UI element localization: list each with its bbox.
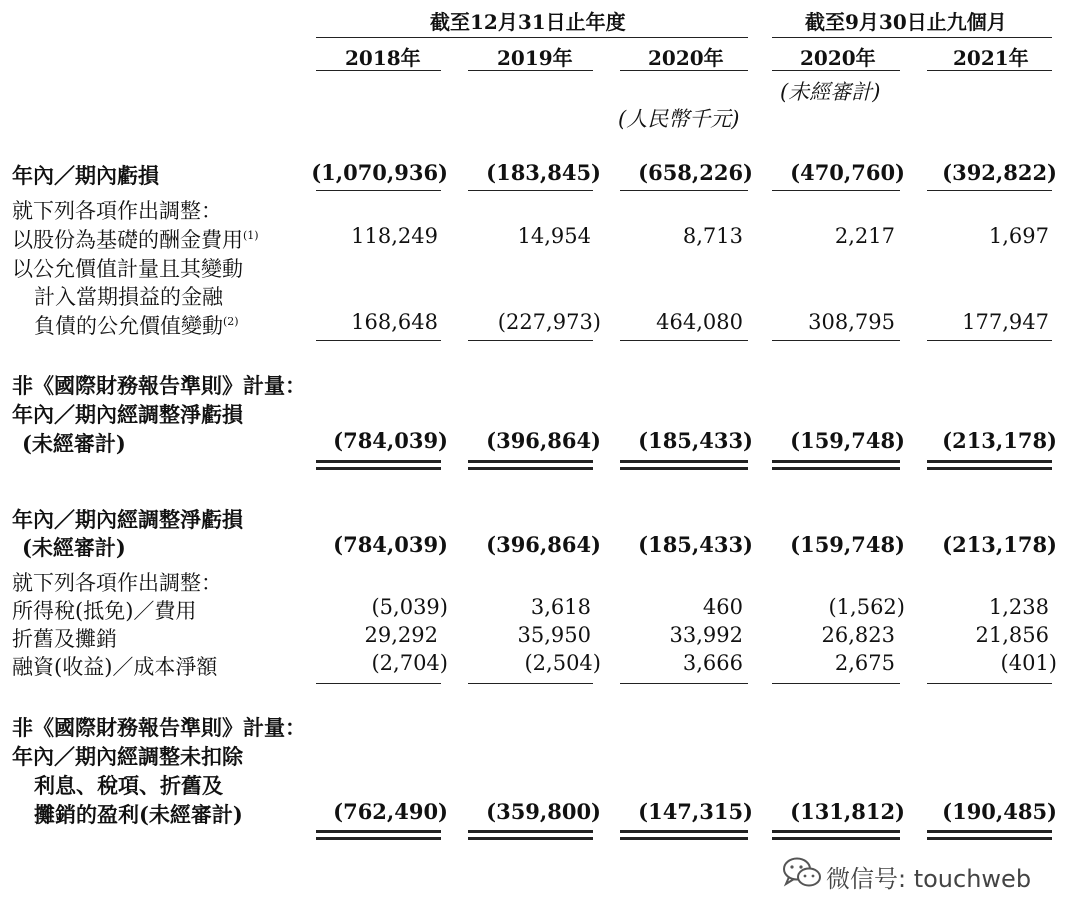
header-group-nine-rule (772, 37, 1052, 38)
rule (468, 340, 593, 341)
row-label-unaudited-2: (未經審計) (22, 535, 126, 560)
header-year-2020: 2020年 (648, 46, 724, 70)
rule (927, 190, 1052, 191)
row-label-loss: 年內／期內虧損 (12, 163, 159, 188)
cell-ebitda-2021-9m: (190,485) (942, 799, 1057, 824)
row-label-share-comp: 以股份為基礎的酬金費用$^{(1)}$ (12, 228, 259, 252)
cell-tax-2020: 460 (702, 595, 743, 619)
rule (772, 190, 900, 191)
rule (620, 683, 748, 684)
cell-sharecomp-2018: 118,249 (351, 224, 438, 248)
cell-ebitda-2019: (359,800) (486, 799, 601, 824)
rule (620, 340, 748, 341)
row-label-nonifrs-2: 非《國際財務報告準則》計量： (12, 715, 306, 740)
rule (772, 340, 900, 341)
cell-fin-2019: (2,504) (524, 651, 601, 675)
header-year-2018: 2018年 (345, 46, 421, 70)
cell-adjloss2-2018: (784,039) (333, 532, 448, 557)
wechat-icon (782, 856, 822, 890)
rule (468, 683, 593, 684)
row-label-income-tax: 所得稅(抵免)／費用 (12, 599, 197, 623)
footnote-ref: (2) (223, 315, 239, 328)
cell-dep-2020-9m: 26,823 (821, 623, 895, 647)
row-label-nonifrs-1: 非《國際財務報告準則》計量： (12, 373, 306, 398)
double-rule (316, 830, 441, 840)
header-unaudited: (未經審計) (780, 80, 881, 104)
cell-ebitda-2020-9m: (131,812) (790, 799, 905, 824)
cell-adjloss1-2020: (185,433) (638, 428, 753, 453)
row-label-depreciation: 折舊及攤銷 (12, 627, 117, 651)
double-rule (927, 460, 1052, 470)
double-rule (772, 460, 900, 470)
row-label-adjust-header-2: 就下列各項作出調整： (12, 571, 222, 595)
cell-tax-2019: 3,618 (530, 595, 591, 619)
cell-fv-2018: 168,648 (351, 310, 438, 334)
cell-loss-2019: (183,845) (486, 160, 601, 185)
double-rule (316, 460, 441, 470)
row-label-fv-line1: 以公允價值計量且其變動 (12, 257, 243, 281)
cell-fv-2021-9m: 177,947 (962, 310, 1049, 334)
rule (316, 683, 441, 684)
cell-dep-2021-9m: 21,856 (975, 623, 1049, 647)
rule (620, 190, 748, 191)
double-rule (468, 830, 593, 840)
cell-fin-2020: 3,666 (682, 651, 743, 675)
cell-fin-2021-9m: (401) (1000, 651, 1057, 675)
cell-loss-2018: (1,070,936) (311, 160, 448, 185)
row-label-unaudited-1: (未經審計) (22, 431, 126, 456)
cell-adjloss2-2020-9m: (159,748) (790, 532, 905, 557)
double-rule (620, 460, 748, 470)
row-label-ebitda-3: 攤銷的盈利(未經審計) (34, 802, 243, 827)
row-label-ebitda-2: 利息、稅項、折舊及 (34, 773, 223, 798)
cell-tax-2021-9m: 1,238 (988, 595, 1049, 619)
cell-adjloss1-2018: (784,039) (333, 428, 448, 453)
header-year-2020-nine: 2020年 (800, 46, 876, 70)
header-year-rule (927, 70, 1052, 71)
row-label-adj-net-loss-2: 年內／期內經調整淨虧損 (12, 507, 243, 532)
cell-tax-2020-9m: (1,562) (828, 595, 905, 619)
row-label-finance: 融資(收益)／成本淨額 (12, 655, 218, 679)
double-rule (620, 830, 748, 840)
header-year-2021-nine: 2021年 (953, 46, 1029, 70)
cell-ebitda-2020: (147,315) (638, 799, 753, 824)
rule (468, 190, 593, 191)
cell-ebitda-2018: (762,490) (333, 799, 448, 824)
cell-tax-2018: (5,039) (371, 595, 448, 619)
header-group-year: 截至12月31日止年度 (430, 10, 626, 34)
footnote-ref: (1) (243, 229, 259, 242)
cell-loss-2021-9m: (392,822) (942, 160, 1057, 185)
header-year-rule (316, 70, 441, 71)
watermark-text: 微信号: touchweb (826, 865, 1032, 893)
cell-fv-2020: 464,080 (656, 310, 743, 334)
header-year-rule (468, 70, 593, 71)
cell-sharecomp-2020: 8,713 (682, 224, 743, 248)
cell-sharecomp-2019: 14,954 (517, 224, 591, 248)
cell-loss-2020-9m: (470,760) (790, 160, 905, 185)
header-group-year-rule (316, 37, 748, 38)
cell-fv-2020-9m: 308,795 (808, 310, 895, 334)
header-year-rule (772, 70, 900, 71)
cell-dep-2019: 35,950 (517, 623, 591, 647)
header-year-rule (620, 70, 748, 71)
header-unit: (人民幣千元) (618, 107, 740, 131)
double-rule (927, 830, 1052, 840)
cell-dep-2020: 33,992 (669, 623, 743, 647)
row-label-fv-line3: 負債的公允價值變動$^{(2)}$ (34, 314, 239, 338)
cell-adjloss1-2020-9m: (159,748) (790, 428, 905, 453)
double-rule (772, 830, 900, 840)
rule (772, 683, 900, 684)
cell-adjloss2-2021-9m: (213,178) (942, 532, 1057, 557)
rule (927, 340, 1052, 341)
cell-sharecomp-2020-9m: 2,217 (834, 224, 895, 248)
cell-adjloss2-2020: (185,433) (638, 532, 753, 557)
row-label-fv-line2: 計入當期損益的金融 (34, 285, 223, 309)
row-label-adj-net-loss-1: 年內／期內經調整淨虧損 (12, 402, 243, 427)
header-year-2019: 2019年 (497, 46, 573, 70)
rule (316, 190, 441, 191)
cell-sharecomp-2021-9m: 1,697 (988, 224, 1049, 248)
cell-loss-2020: (658,226) (638, 160, 753, 185)
row-label-adjust-header: 就下列各項作出調整： (12, 199, 222, 223)
cell-adjloss1-2021-9m: (213,178) (942, 428, 1057, 453)
cell-adjloss2-2019: (396,864) (486, 532, 601, 557)
cell-adjloss1-2019: (396,864) (486, 428, 601, 453)
header-group-nine-months: 截至9月30日止九個月 (805, 10, 1007, 34)
rule (316, 340, 441, 341)
cell-fin-2020-9m: 2,675 (834, 651, 895, 675)
rule (927, 683, 1052, 684)
cell-fv-2019: (227,973) (497, 310, 601, 334)
cell-dep-2018: 29,292 (364, 623, 438, 647)
row-label-ebitda-1: 年內／期內經調整未扣除 (12, 744, 243, 769)
double-rule (468, 460, 593, 470)
cell-fin-2018: (2,704) (371, 651, 448, 675)
